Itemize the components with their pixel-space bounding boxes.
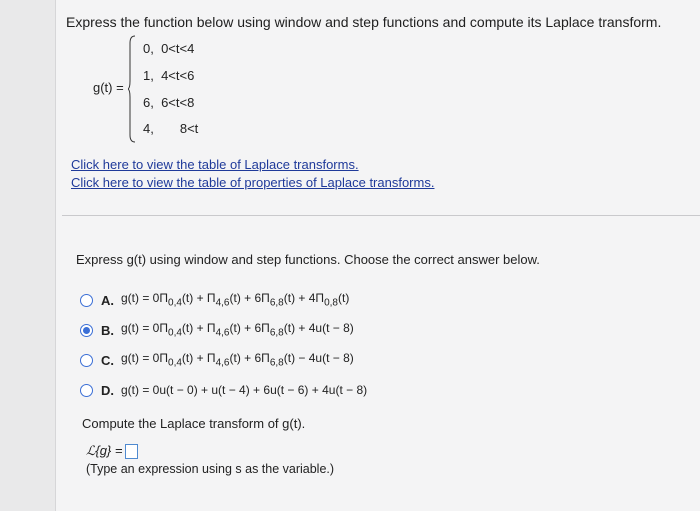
case-row-3: 6, 6<t<8 xyxy=(143,95,195,110)
option-d[interactable] xyxy=(80,380,367,400)
piecewise-brace xyxy=(128,35,136,143)
radio-b-selected[interactable] xyxy=(80,324,93,337)
laplace-properties-link[interactable]: Click here to view the table of properties of Laplace transforms. xyxy=(71,175,435,190)
laplace-answer-input[interactable] xyxy=(125,444,138,459)
radio-c[interactable] xyxy=(80,354,93,367)
option-letter: C. xyxy=(101,352,114,368)
part2-prompt: Compute the Laplace transform of g(t). xyxy=(82,416,306,431)
option-a-text: $g(t) = 0\Pi_{0,4}(t) + \Pi_{4,6}(t) + 6\Pi_{6,8}(t) + 4\Pi_{0,8}(t)$ xyxy=(121,291,350,309)
option-a[interactable] xyxy=(80,290,349,310)
laplace-answer-row xyxy=(86,443,138,459)
section-divider xyxy=(62,215,700,216)
radio-a[interactable] xyxy=(80,294,93,307)
laplace-table-link[interactable]: Click here to view the table of Laplace transforms. xyxy=(71,157,359,172)
option-b[interactable] xyxy=(80,320,354,340)
radio-d[interactable] xyxy=(80,384,93,397)
option-c-text: $g(t) = 0\Pi_{0,4}(t) + \Pi_{4,6}(t) + 6\Pi_{6,8}(t) - 4u(t - 8)$ xyxy=(121,351,354,369)
option-d-text: g(t) = 0u(t − 0) + u(t − 4) + 6u(t − 6) + 4u(t − 8) xyxy=(121,383,368,397)
answer-hint: (Type an expression using s as the variable.) xyxy=(86,462,335,476)
question-title: Express the function below using window and step functions and compute its Laplace transform. xyxy=(66,14,662,30)
case-row-4: 4, 8<t xyxy=(143,121,199,136)
option-b-text: $g(t) = 0\Pi_{0,4}(t) + \Pi_{4,6}(t) + 6\Pi_{6,8}(t) + 4u(t - 8)$ xyxy=(121,321,354,339)
case-row-2: 1, 4<t<6 xyxy=(143,68,195,83)
option-letter: B. xyxy=(101,322,114,338)
part1-prompt: Express g(t) using window and step functions. Choose the correct answer below. xyxy=(76,252,540,267)
option-letter: D. xyxy=(101,382,114,398)
laplace-answer-label: ℒ{g} = xyxy=(86,443,123,458)
function-label: g(t) = xyxy=(93,80,124,95)
case-row-1: 0, 0<t<4 xyxy=(143,41,195,56)
option-c[interactable] xyxy=(80,350,354,370)
option-letter: A. xyxy=(101,292,114,308)
